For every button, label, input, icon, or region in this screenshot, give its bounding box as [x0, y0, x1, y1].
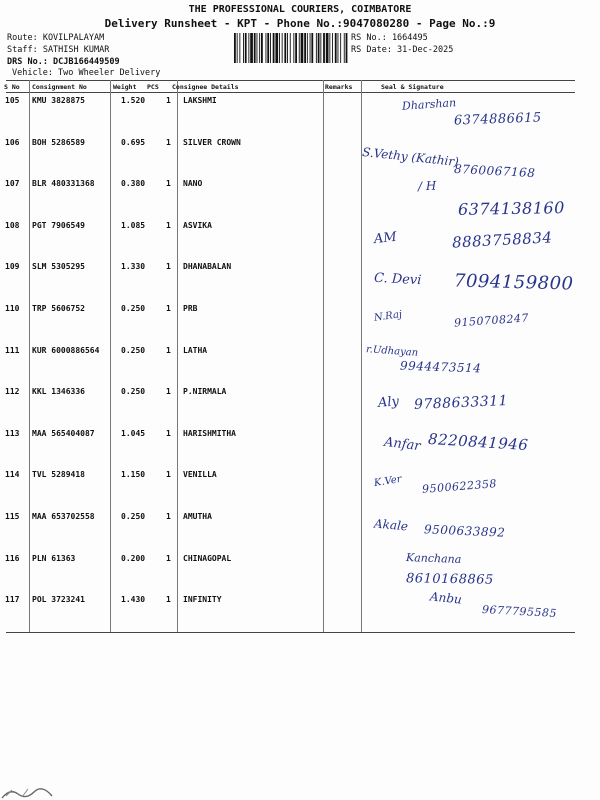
row-serial-number: 117	[5, 595, 20, 605]
signature-name: Dharshan	[401, 96, 457, 113]
row-pieces: 1	[166, 428, 171, 438]
row-consignee-name: AMUTHA	[183, 512, 212, 521]
signature-phone: 9500633892	[423, 522, 506, 540]
signature-name: / H	[417, 178, 437, 194]
row-serial-number: 112	[5, 387, 20, 397]
row-consignment-number: PLN 61363	[32, 553, 76, 563]
row-consignee-name: NANO	[183, 179, 203, 189]
signature-name: Aly	[377, 394, 400, 412]
row-consignment-number: SLM 5305295	[32, 262, 85, 272]
row-pieces: 1	[166, 96, 171, 105]
signature-phone: 9788633311	[413, 393, 509, 414]
handwritten-signature	[362, 304, 598, 345]
row-serial-number: 106	[5, 137, 20, 147]
table-row	[0, 387, 600, 428]
table-row	[0, 343, 600, 387]
signature-name: Anbu	[429, 589, 463, 607]
row-consignee-name: LATHA	[183, 345, 208, 355]
row-consignee-name: SILVER CROWN	[183, 137, 241, 147]
row-serial-number: 116	[5, 553, 20, 563]
table-row	[0, 96, 600, 137]
runsheet-subtitle: Delivery Runsheet - KPT - Phone No.:9047080280 - Page No.:9	[104, 17, 496, 30]
table-row	[0, 221, 600, 262]
handwritten-signature	[362, 470, 598, 511]
row-weight: 1.330	[121, 262, 146, 272]
row-consignee-name: VENILLA	[183, 470, 217, 480]
handwritten-signature	[362, 138, 598, 179]
table-row	[0, 304, 600, 345]
route-label: Route: KOVILPALAYAM	[7, 33, 105, 43]
signature-name: S.Vethy (Kathir)	[361, 144, 460, 169]
handwritten-signature	[362, 429, 598, 470]
barcode-image	[234, 33, 348, 63]
signature-name: K.Ver	[373, 474, 403, 490]
handwritten-signature	[362, 96, 598, 137]
table-row	[0, 512, 600, 553]
row-consignee-name: P.NIRMALA	[183, 387, 227, 397]
row-consignee-name: PRB	[183, 304, 198, 313]
row-pieces: 1	[166, 220, 171, 230]
signature-phone: 8883758834	[451, 228, 553, 252]
handwritten-signature	[362, 262, 598, 303]
row-weight: 1.085	[121, 220, 146, 230]
column-header-consignee: Consignee Details	[172, 83, 239, 91]
table-row	[0, 429, 600, 470]
rs-number: RS No.: 1664495	[351, 33, 428, 43]
row-weight: 1.045	[121, 428, 146, 438]
row-weight: 0.200	[121, 553, 146, 563]
row-consignment-number: PGT 7906549	[32, 220, 85, 230]
row-serial-number: 107	[5, 179, 20, 189]
signature-name: N.Raj	[373, 309, 403, 324]
staff-label: Staff: SATHISH KUMAR	[7, 45, 110, 55]
row-pieces: 1	[166, 553, 171, 563]
row-pieces: 1	[166, 137, 171, 147]
handwritten-signature	[362, 387, 598, 428]
signature-name: r.Udhayan	[365, 343, 419, 359]
signature-phone: 6374886615	[453, 110, 542, 129]
table-row	[0, 138, 600, 179]
signature-phone: 9677795585	[481, 603, 558, 621]
rs-date: RS Date: 31-Dec-2025	[351, 45, 454, 55]
signature-phone: 8220841946	[427, 429, 529, 454]
document-title: THE PROFESSIONAL COURIERS, COIMBATORE	[188, 4, 412, 15]
column-header-signature: Seal & Signature	[381, 83, 444, 91]
row-consignment-number: TRP 5606752	[32, 304, 85, 313]
row-weight: 0.250	[121, 387, 146, 397]
handwritten-signature	[362, 512, 598, 553]
signature-phone: 9500622358	[421, 477, 498, 497]
row-consignment-number: TVL 5289418	[32, 470, 85, 480]
row-pieces: 1	[166, 179, 171, 189]
row-serial-number: 113	[5, 428, 20, 438]
row-serial-number: 114	[5, 470, 20, 480]
signature-phone: 8760067168	[453, 161, 536, 180]
column-header-pcs: PCS	[147, 83, 159, 91]
table-top-rule	[6, 80, 575, 81]
handwritten-signature	[362, 179, 598, 220]
handwritten-signature	[362, 221, 598, 262]
row-consignee-name: ASVIKA	[183, 220, 212, 230]
row-serial-number: 108	[5, 220, 20, 230]
table-row	[0, 470, 600, 511]
table-header-rule	[6, 92, 575, 93]
row-serial-number: 105	[5, 96, 20, 105]
row-pieces: 1	[166, 304, 171, 313]
signature-phone: 9150708247	[453, 311, 530, 330]
row-pieces: 1	[166, 345, 171, 355]
row-weight: 0.695	[121, 137, 146, 147]
row-consignment-number: MAA 565404087	[32, 428, 95, 438]
row-consignee-name: HARISHMITHA	[183, 428, 236, 438]
handwritten-signature	[362, 343, 598, 387]
drs-number: DRS No.: DCJB166449509	[7, 57, 120, 67]
table-row	[0, 262, 600, 303]
row-serial-number: 110	[5, 304, 20, 313]
row-consignment-number: POL 3723241	[32, 595, 85, 605]
row-consignee-name: DHANABALAN	[183, 262, 232, 272]
row-serial-number: 115	[5, 512, 20, 521]
row-pieces: 1	[166, 387, 171, 397]
column-header-remarks: Remarks	[325, 83, 353, 91]
row-consignment-number: MAA 653702558	[32, 512, 95, 521]
handwritten-signature	[362, 550, 598, 595]
vehicle-label: Vehicle: Two Wheeler Delivery	[12, 68, 161, 78]
signature-phone: 9944473514	[399, 358, 482, 376]
row-serial-number: 111	[5, 345, 20, 355]
signature-phone: 8610168865	[405, 570, 494, 588]
row-consignment-number: BLR 480331368	[32, 179, 95, 189]
signature-name: Kanchana	[405, 550, 462, 566]
row-weight: 1.520	[121, 96, 146, 105]
signature-name: AM	[373, 229, 398, 247]
table-row	[0, 589, 600, 636]
signature-phone: 6374138160	[457, 198, 565, 220]
table-row	[0, 550, 600, 595]
signature-name: Akale	[373, 516, 409, 534]
row-consignee-name: CHINAGOPAL	[183, 553, 232, 563]
row-weight: 0.380	[121, 179, 146, 189]
signature-phone: 7094159800	[453, 270, 574, 295]
handwritten-signature	[362, 589, 598, 636]
row-consignee-name: LAKSHMI	[183, 96, 217, 105]
row-consignment-number: KKL 1346336	[32, 387, 85, 397]
row-pieces: 1	[166, 470, 171, 480]
row-consignment-number: BOH 5286589	[32, 137, 85, 147]
row-weight: 1.150	[121, 470, 146, 480]
column-header-weight: Weight	[113, 83, 137, 91]
row-weight: 0.250	[121, 345, 146, 355]
row-consignment-number: KMU 3828875	[32, 96, 85, 105]
row-weight: 1.430	[121, 595, 146, 605]
row-pieces: 1	[166, 595, 171, 605]
scan-artifact-smudge	[0, 778, 70, 800]
row-weight: 0.250	[121, 512, 146, 521]
row-pieces: 1	[166, 262, 171, 272]
row-serial-number: 109	[5, 262, 20, 272]
row-consignee-name: INFINITY	[183, 595, 222, 605]
table-row	[0, 179, 600, 220]
column-header-sno: S No	[4, 83, 20, 91]
signature-name: Anfar	[383, 434, 422, 454]
column-header-consignment: Consignment No	[32, 83, 87, 91]
row-weight: 0.250	[121, 304, 146, 313]
row-consignment-number: KUR 6000886564	[32, 345, 100, 355]
signature-name: C. Devi	[373, 271, 422, 289]
row-pieces: 1	[166, 512, 171, 521]
